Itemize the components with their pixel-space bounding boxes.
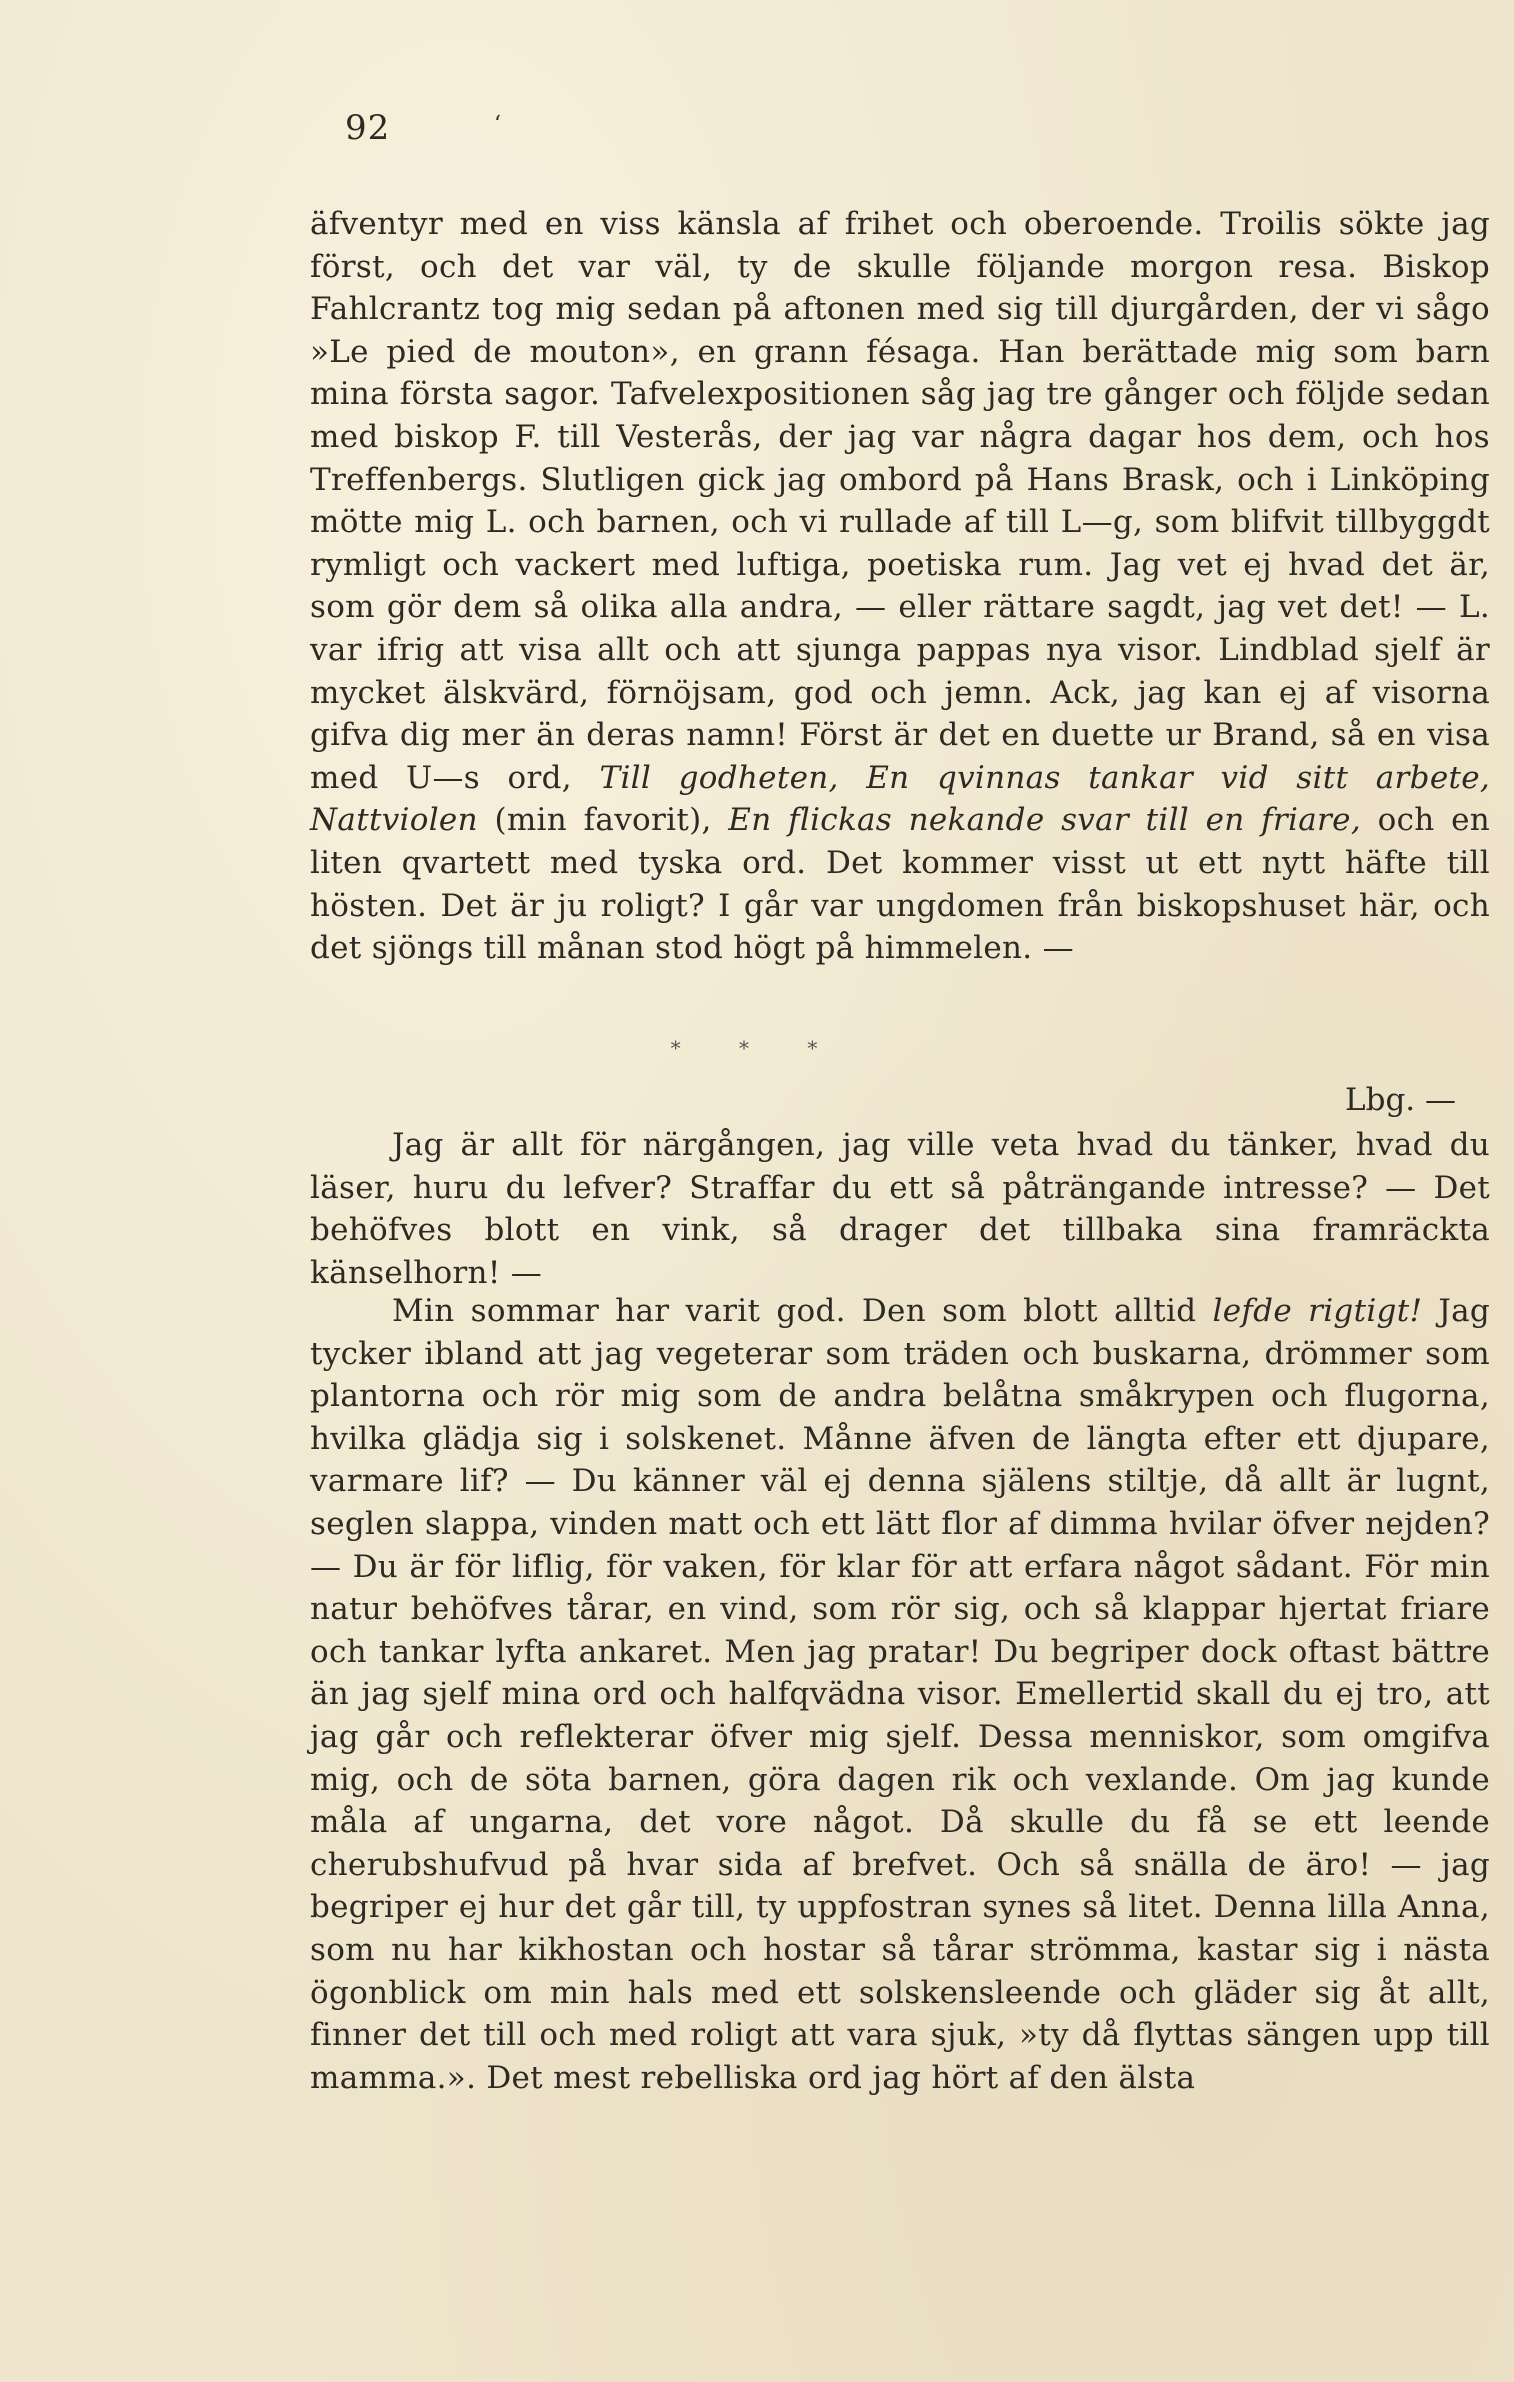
paragraph-1-mid-1: (min favorit), bbox=[494, 802, 712, 839]
letter-signature: Lbg. — bbox=[1345, 1082, 1456, 1118]
song-title-4: En flickas nekande svar till en friare, bbox=[728, 802, 1361, 839]
song-title-2: En qvinnas tankar vid sitt arbete, bbox=[866, 759, 1491, 796]
page-mark: ʻ bbox=[494, 112, 501, 137]
paragraph-1-text: äfventyr med en viss känsla af frihet och oberoende. Troilis sökte jag först, och det var väl, ty de skulle följande morgon resa. Biskop Fahlcrantz tog mig sedan på aftonen med sig till djurgården, der vi sågo »Le pied de mouton», en grann fésaga. Han berättade mig som barn mina första sagor. Tafvelexpositionen såg jag tre gånger och följde sedan med biskop F. till Vesterås, der jag var några dagar hos dem, och hos Treffenbergs. Slutligen gick jag ombord på Hans Brask, och i Linköping mötte mig L. och barnen, och vi rullade af till L—g, som blifvit tillbyggdt rymligt och vackert med luftiga, poetiska rum. Jag vet ej hvad det är, som gör dem så olika alla andra, — eller rättare sagdt, jag vet det! — L. var ifrig att visa allt och att sjunga pappas nya visor. Lindblad sjelf är mycket älskvärd, förnöjsam, god och jemn. Ack, jag kan ej af visorna gifva dig mer än deras namn! Först är det en duette ur Brand, så en visa med U—s ord, bbox=[310, 206, 1490, 796]
paragraph-1-mid-2: och en liten qvartett med tyska ord. Det kommer visst ut ett nytt häfte till hösten. Det är ju roligt? I går var ungdomen från biskopshuset här, och det sjöngs till månan stod högt på himmelen. — bbox=[310, 802, 1491, 967]
song-title-1: Till godheten, bbox=[599, 759, 839, 796]
paragraph-3-rest: Jag tycker ibland att jag vegeterar som träden och buskarna, drömmer som plantorna och rör mig som de andra belåtna småkrypen och flugorna, hvilka glädja sig i solskenet. Månne äfven de längta efter ett djupare, varmare lif? — Du känner väl ej denna själens stiltje, då allt är lugnt, seglen slappa, vinden matt och ett lätt flor af dimma hvilar öfver nejden? — Du är för liflig, för vaken, för klar för att erfara något sådant. För min natur behöfves tårar, en vind, som rör sig, och så klappar hjertat friare och tankar lyfta ankaret. Men jag pratar! Du begriper dock oftast bättre än jag sjelf mina ord och halfqvädna visor. Emellertid skall du ej tro, att jag går och reflekterar öfver mig sjelf. Dessa menniskor, som omgifva mig, och de söta barnen, göra dagen rik och vexlande. Om jag kunde måla af ungarna, det vore något. Då skulle du få se ett leende cherubshufvud på hvar sida af brefvet. Och så snälla de äro! — jag begriper ej hur det går till, ty uppfostran synes så litet. Denna lilla Anna, som nu har kikhostan och hostar så tårar strömma, kastar sig i nästa ögonblick om min hals med ett solskensleende och gläder sig åt allt, finner det till och med roligt att vara sjuk, »ty då flyttas sängen upp till mamma.». Det mest rebelliska ord jag hört af den älsta bbox=[310, 1293, 1491, 2096]
emphasis-lefde-rigtigt: lefde rigtigt! bbox=[1212, 1293, 1423, 1329]
page-number: 92 bbox=[345, 108, 391, 148]
paragraph-2: Jag är allt för närgången, jag ville veta hvad du tänker, hvad du läser, huru du lefver? Straffar du ett så påträngande intresse? — Det behöfves blott en vink, så drager det tillbaka sina framräckta känselhorn! — bbox=[310, 1127, 1490, 1291]
paragraph-3-start: Min sommar har varit god. Den som blott alltid bbox=[392, 1293, 1197, 1329]
paragraph-1 bbox=[310, 203, 1490, 970]
paragraph-3 bbox=[310, 1290, 1490, 2099]
section-separator: * * * bbox=[670, 1036, 844, 1060]
song-title-3: Nattviolen bbox=[310, 802, 478, 839]
